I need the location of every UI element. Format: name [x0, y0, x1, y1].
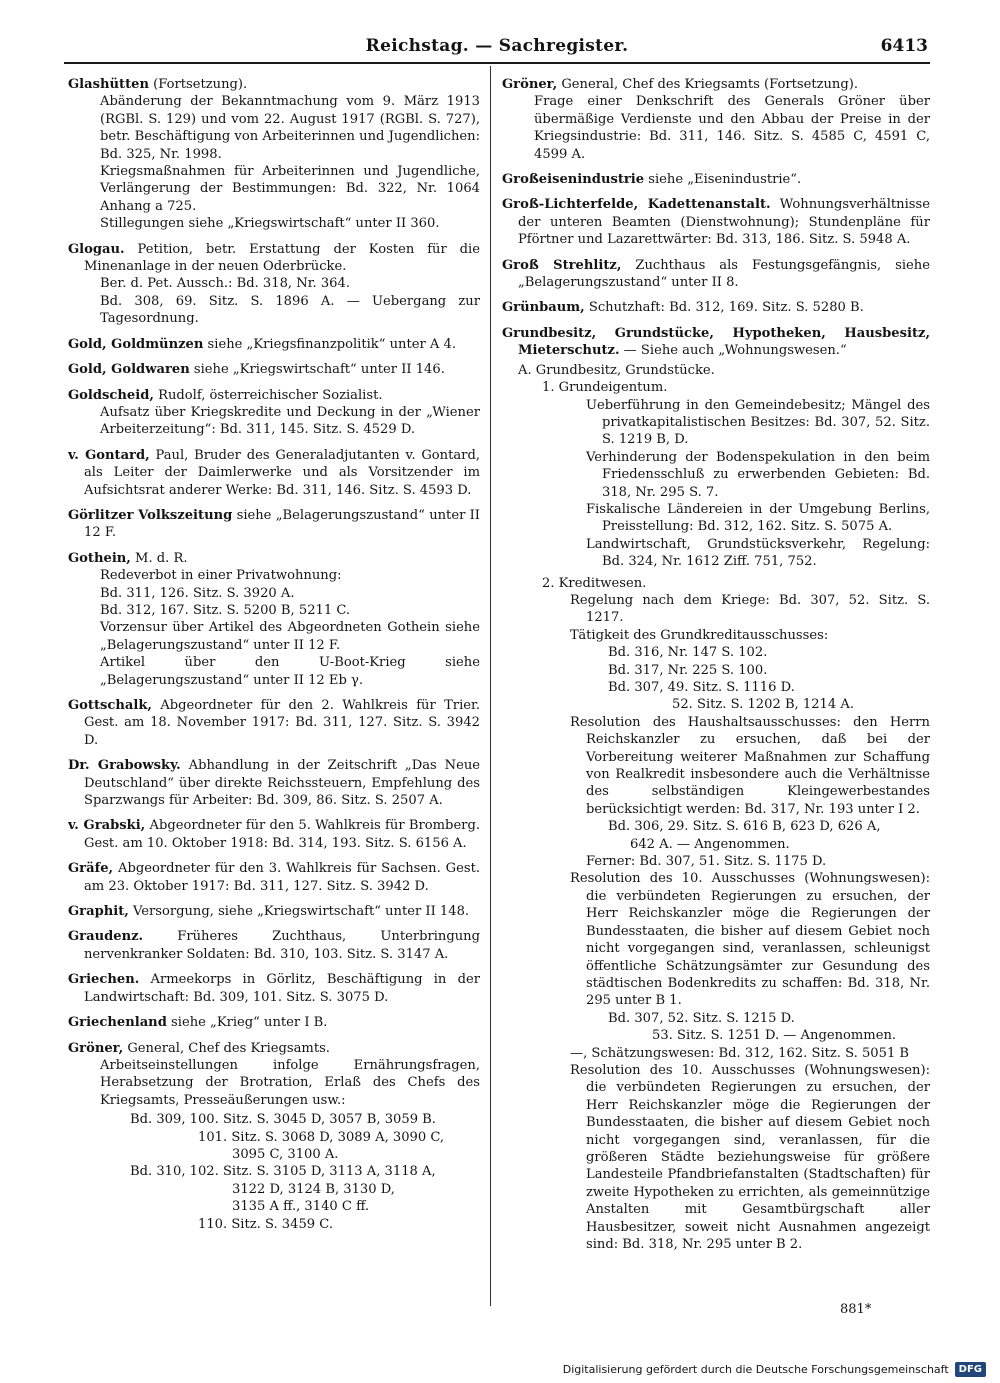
entry-headword: Glogau.	[68, 241, 125, 257]
entry-headword: Gold, Goldwaren	[68, 362, 190, 378]
ref-line: Bd. 307, 52. Sitz. S. 1215 D.	[608, 1010, 795, 1026]
header-title: Reichstag. — Sachregister.	[365, 36, 629, 56]
entry-subline: Ber. d. Pet. Aussch.: Bd. 318, Nr. 364.	[100, 276, 351, 292]
index-entry	[502, 299, 930, 316]
entry-headword: Graphit,	[68, 904, 129, 920]
page-header	[64, 34, 930, 64]
entry-text: — Siehe auch „Wohnungswesen.“	[619, 343, 847, 359]
entry-headword: Groß Strehlitz,	[502, 257, 622, 273]
index-entry	[68, 361, 480, 378]
column-separator	[490, 66, 491, 1306]
ref-line: Bd. 306, 29. Sitz. S. 616 B, 623 D, 626 A,	[608, 819, 881, 835]
subsection-item: Verhinderung der Bodenspekulation in den beim Friedensschluß zu erwerbenden Gebieten: Bd. 318, Nr. 295 S. 7.	[586, 449, 930, 500]
entry-text: Petition, betr. Erstattung der Kosten für die Minenanlage in der neuen Oderbrücke.	[84, 241, 480, 275]
ref-line: 3095 C, 3100 A.	[232, 1146, 339, 1162]
ref-line: Bd. 310, 102. Sitz. S. 3105 D, 3113 A, 3118 A,	[130, 1164, 436, 1180]
left-column	[68, 76, 480, 1306]
index-entry	[68, 447, 480, 499]
entry-text: Abhandlung in der Zeitschrift „Das Neue Deutschland“ über direkte Reichssteuern, Empfehlung des Sparzwangs für Arbeiter: Bd. 309, 86. Sitz. S. 2507 A.	[84, 758, 480, 809]
entry-headword: Grünbaum,	[502, 300, 585, 316]
entry-text: M. d. R.	[130, 550, 188, 566]
index-entry	[68, 971, 480, 1006]
index-entry	[68, 550, 480, 689]
ref-line: Bd. 307, 49. Sitz. S. 1116 D.	[608, 680, 795, 695]
index-entry	[68, 928, 480, 963]
entry-headword: v. Grabski,	[68, 818, 146, 834]
entry-headword: Görlitzer Volkszeitung	[68, 507, 233, 523]
subsection-item: Landwirtschaft, Grundstücksverkehr, Regelung: Bd. 324, Nr. 1612 Ziff. 751, 752.	[586, 536, 930, 570]
entry-text: Wohnungsverhältnisse der unteren Beamten (Dienstwohnung); Stundenpläne für Pförtner und Lazarettwärter: Bd. 313, 186. Sitz. S. 5948 A.	[518, 197, 930, 248]
ref-line: Ferner: Bd. 307, 51. Sitz. S. 1175 D.	[586, 854, 827, 870]
index-entry	[502, 196, 930, 248]
ref-line: 53. Sitz. S. 1251 D. — Angenommen.	[652, 1028, 897, 1044]
grundbesitz-section	[502, 362, 930, 1254]
entry-headword: Gröner,	[502, 77, 558, 92]
entry-text: siehe „Krieg“ unter I B.	[166, 1015, 328, 1031]
ref-line: Bd. 316, Nr. 147 S. 102.	[608, 645, 768, 661]
index-entry	[502, 325, 930, 360]
footer	[563, 1362, 986, 1377]
entry-subline: Stillegungen siehe „Kriegswirtschaft“ unter II 360.	[100, 216, 440, 232]
index-entry	[68, 76, 480, 233]
subsection-item: Regelung nach dem Kriege: Bd. 307, 52. Sitz. S. 1217.	[570, 592, 930, 626]
entry-headword: Graudenz.	[68, 929, 144, 945]
signature-mark: 881*	[840, 1302, 872, 1317]
index-entry	[68, 817, 480, 852]
subsection-item: Tätigkeit des Grundkreditausschusses:	[570, 627, 829, 643]
entry-headword: Gräfe,	[68, 861, 114, 877]
entry-headword: Grundbesitz, Grundstücke, Hypotheken, Hausbesitz, Mieterschutz.	[502, 325, 930, 359]
entry-subline: Bd. 312, 167. Sitz. S. 5200 B, 5211 C.	[100, 602, 351, 618]
index-entry	[68, 757, 480, 809]
index-entry	[68, 1014, 480, 1031]
ref-line: —, Schätzungswesen: Bd. 312, 162. Sitz. S. 5051 B	[570, 1045, 910, 1061]
entry-text: Zuchthaus als Festungsgefängnis, siehe „Belagerungszustand“ unter II 8.	[518, 257, 930, 291]
entry-text: Paul, Bruder des Generaladjutanten v. Gontard, als Leiter der Daimlerwerke und als Vorsitzender im Aufsichtsrat anderer Werke: Bd. 311, 146. Sitz. S. 4593 D.	[84, 447, 480, 498]
ref-line: 3135 A ff., 3140 C ff.	[232, 1199, 370, 1215]
subsection-item: Ueberführung in den Gemeindebesitz; Mängel des privatkapitalistischen Besitzes: Bd. 307, 52. Sitz. S. 1219 B, D.	[586, 397, 930, 448]
entry-text: Früheres Zuchthaus, Unterbringung nervenkranker Soldaten: Bd. 310, 103. Sitz. S. 3147 A.	[84, 929, 480, 962]
entry-subline: Arbeitseinstellungen infolge Ernährungsfragen, Herabsetzung der Brotration, Erlaß des Chefs des Kriegsamts, Presseäußerungen usw.:	[100, 1057, 480, 1108]
entry-text: General, Chef des Kriegsamts (Fortsetzung).	[557, 77, 858, 92]
entry-headword: Großeisenindustrie	[502, 172, 645, 188]
resolution-text: Resolution des 10. Ausschusses (Wohnungswesen): die verbündeten Regierungen zu ersuchen, der Herr Reichskanzler möge die Regierungen der Bundesstaaten, die bisher auf diesem Gebiet noch nicht vorgegangen sind, veranlassen, schleunigst öffentliche Schätzungsämter zur Gesundung des städtischen Bodenkredits zu schaffen: Bd. 318, Nr. 295 unter B 1.	[570, 871, 930, 1009]
entry-text: Abgeordneter für den 3. Wahlkreis für Sachsen. Gest. am 23. Oktober 1917: Bd. 311, 127. Sitz. S. 3942 D.	[84, 861, 480, 894]
entry-headword: Groß-Lichterfelde, Kadettenanstalt.	[502, 197, 771, 213]
entry-text: siehe „Eisenindustrie“.	[644, 172, 802, 188]
entry-subline: Bd. 311, 126. Sitz. S. 3920 A.	[100, 585, 295, 601]
entry-text: Versorgung, siehe „Kriegswirtschaft“ unter II 148.	[128, 904, 470, 920]
index-entry	[68, 507, 480, 542]
entry-text: siehe „Belagerungszustand“ unter II 12 F.	[84, 507, 480, 541]
entry-subline: Artikel über den U-Boot-Krieg siehe „Belagerungszustand“ unter II 12 Eb γ.	[100, 655, 480, 688]
ref-line: Bd. 309, 100. Sitz. S. 3045 D, 3057 B, 3059 B.	[130, 1112, 436, 1128]
index-entry	[68, 241, 480, 328]
groener-references	[68, 1111, 480, 1233]
entry-subline: Bd. 308, 69. Sitz. S. 1896 A. — Uebergang zur Tagesordnung.	[100, 293, 480, 327]
entry-headword: Gothein,	[68, 550, 131, 566]
entry-headword: Griechenland	[68, 1015, 167, 1031]
entry-subline: Kriegsmaßnahmen für Arbeiterinnen und Jugendliche, Verlängerung der Bestimmungen: Bd. 322, Nr. 1064 Anhang a 725.	[100, 164, 480, 214]
index-entry	[68, 697, 480, 749]
entry-subline: Aufsatz über Kriegskredite und Deckung in der „Wiener Arbeiterzeitung“: Bd. 311, 145. Sitz. S. 4529 D.	[100, 404, 480, 438]
resolution-text: Resolution des 10. Ausschusses (Wohnungswesen): die verbündeten Regierungen zu ersuchen, der Herr Reichskanzler möge die Regierungen der Bundesstaaten, die bisher auf diesem Gebiet noch nicht vorgegangen sind, veranlassen, für die größeren Städte beziehungsweise für größere Landesteile Pfandbriefanstalten (Stadtschaften) für zweite Hypotheken zu errichten, als gemeinnützige Anstalten mit Gesamtbürgschaft aller Hausbesitzer, soweit nicht Ausnahmen angezeigt sind: Bd. 318, Nr. 295 unter B 2.	[570, 1062, 930, 1252]
entry-headword: Goldscheid,	[68, 387, 154, 403]
dfg-logo: DFG	[955, 1362, 986, 1377]
index-entry	[68, 860, 480, 895]
entry-headword: Gold, Goldmünzen	[68, 336, 204, 352]
index-entry	[68, 387, 480, 439]
index-entry	[68, 903, 480, 920]
entry-subline: Abänderung der Bekanntmachung vom 9. März 1913 (RGBl. S. 129) und vom 22. August 1917 (RGBl. S. 727), betr. Beschäftigung von Arbeiterinnen und Jugendlichen: Bd. 325, Nr. 1998.	[100, 94, 480, 162]
ref-line: 52. Sitz. S. 1202 B, 1214 A.	[672, 697, 854, 713]
entry-text: Rudolf, österreichischer Sozialist.	[153, 387, 383, 403]
entry-text: siehe „Kriegswirtschaft“ unter II 146.	[189, 362, 445, 378]
subsection-item: Fiskalische Ländereien in der Umgebung Berlins, Preisstellung: Bd. 312, 162. Sitz. S. 5075 A.	[586, 501, 930, 535]
index-entry	[68, 336, 480, 353]
entry-headword: Griechen.	[68, 972, 140, 988]
entry-headword: Gröner,	[68, 1040, 124, 1056]
entry-headword: v. Gontard,	[68, 447, 150, 463]
left-entries	[68, 76, 480, 1109]
ref-line: Bd. 317, Nr. 225 S. 100.	[608, 662, 768, 678]
entry-headword: Glashütten	[68, 77, 149, 92]
subsection-2-heading: 2. Kreditwesen.	[542, 575, 647, 591]
footer-text: Digitalisierung gefördert durch die Deutsche Forschungsgemeinschaft	[562, 1363, 949, 1376]
entry-headword: Dr. Grabowsky.	[68, 758, 181, 774]
right-entries	[502, 76, 930, 360]
entry-text: Armeekorps in Görlitz, Beschäftigung in der Landwirtschaft: Bd. 309, 101. Sitz. S. 3075 D.	[84, 972, 480, 1005]
right-column	[502, 76, 930, 1306]
entry-text: Abgeordneter für den 5. Wahlkreis für Bromberg. Gest. am 10. Oktober 1918: Bd. 314, 193. Sitz. S. 6156 A.	[84, 818, 480, 851]
entry-text: Schutzhaft: Bd. 312, 169. Sitz. S. 5280 B.	[584, 300, 864, 316]
entry-headword: Gottschalk,	[68, 698, 152, 713]
page-number: 6413	[880, 36, 928, 56]
entry-text: Abgeordneter für den 2. Wahlkreis für Trier. Gest. am 18. November 1917: Bd. 311, 127. Sitz. S. 3942 D.	[84, 698, 480, 748]
index-entry	[68, 1040, 480, 1110]
resolution-text: Resolution des Haushaltsausschusses: den Herrn Reichskanzler zu ersuchen, daß bei der Vorbereitung weiterer Maßnahmen zur Schaffung von Realkredit insbesondere auch die Verhältnisse des selbständigen Kleingewerbestandes berücksichtigt werden: Bd. 317, Nr. 193 unter I 2.	[570, 714, 930, 817]
entry-text: siehe „Kriegsfinanzpolitik“ unter A 4.	[203, 336, 457, 352]
entry-subline: Vorzensur über Artikel des Abgeordneten Gothein siehe „Belagerungszustand“ unter II 12 F.	[100, 620, 480, 653]
index-entry	[502, 76, 930, 163]
index-entry	[502, 171, 930, 188]
section-a-heading: A. Grundbesitz, Grundstücke.	[518, 362, 715, 378]
entry-text: (Fortsetzung).	[149, 77, 248, 92]
entry-subline: Redeverbot in einer Privatwohnung:	[100, 568, 342, 584]
index-entry	[502, 257, 930, 292]
subsection-1-heading: 1. Grundeigentum.	[542, 380, 668, 396]
ref-line: 110. Sitz. S. 3459 C.	[198, 1216, 333, 1232]
ref-line: 3122 D, 3124 B, 3130 D,	[232, 1181, 395, 1197]
entry-text: General, Chef des Kriegsamts.	[123, 1040, 330, 1056]
ref-line: 101. Sitz. S. 3068 D, 3089 A, 3090 C,	[198, 1129, 445, 1145]
header-rule	[64, 62, 930, 64]
entry-subline: Frage einer Denkschrift des Generals Gröner über übermäßige Verdienste und den Abbau der Preise in der Kriegsindustrie: Bd. 311, 146. Sitz. S. 4585 C, 4591 C, 4599 A.	[534, 94, 930, 162]
ref-line: 642 A. — Angenommen.	[630, 836, 790, 852]
